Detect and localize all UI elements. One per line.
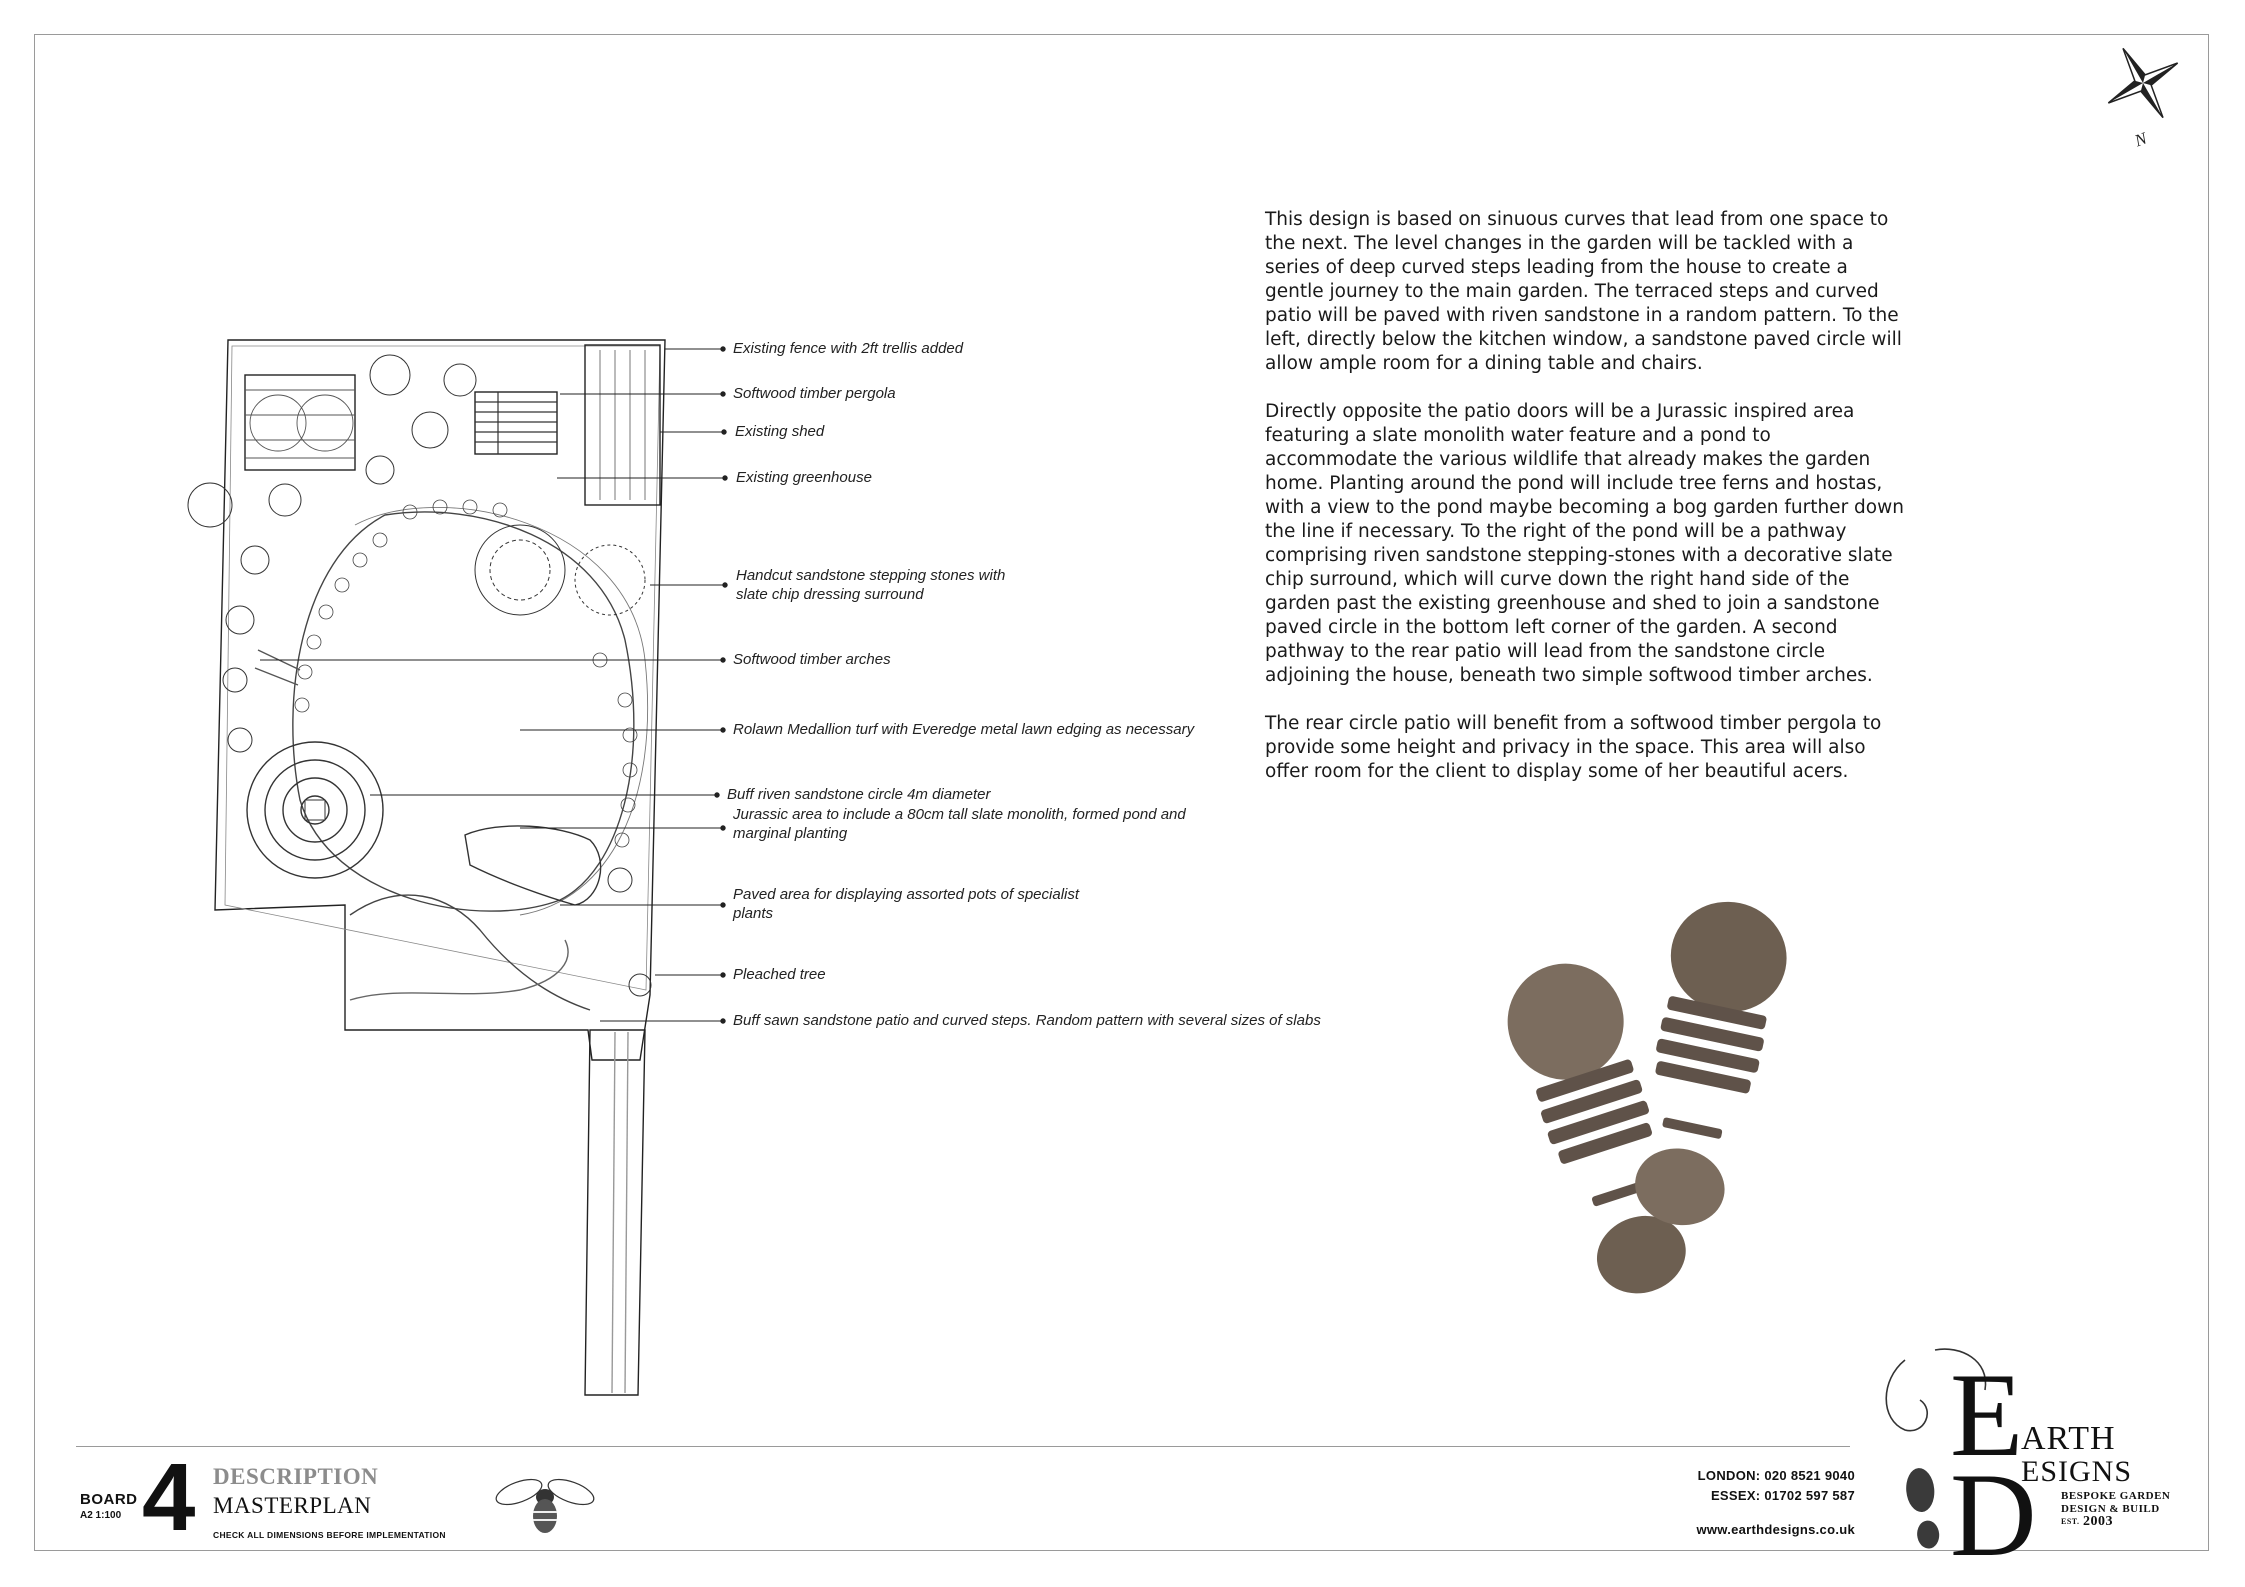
logo-arth: ARTH [2021, 1420, 2116, 1457]
board-number: 4 [142, 1444, 196, 1551]
callout-fence: Existing fence with 2ft trellis added [733, 340, 964, 357]
svg-text:E: E [1950, 1348, 2024, 1481]
logo-year: 2003 [2083, 1514, 2113, 1529]
callout-paved-area: Paved area for displaying assorted pots of specialist [733, 886, 1080, 903]
design-description [1265, 208, 1905, 808]
callout-turf: Rolawn Medallion turf with Everedge metal lawn edging as necessary [733, 721, 1195, 738]
logo-tagline-1: BESPOKE GARDEN [2061, 1490, 2171, 1502]
logo-tagline-2: DESIGN & BUILD [2061, 1503, 2160, 1515]
existing-shed [585, 345, 660, 505]
drawing-title: MASTERPLAN [213, 1493, 372, 1518]
callout-patio: Buff sawn sandstone patio and curved steps. Random pattern with several sizes of slabs [733, 1012, 1321, 1029]
website-link[interactable]: www.earthdesigns.co.uk [1696, 1522, 1855, 1537]
footprints-graphic [1493, 891, 1797, 1309]
callout-jurassic-2: marginal planting [733, 825, 848, 842]
essex-phone: ESSEX: 01702 597 587 [1710, 1488, 1855, 1503]
svg-text:D: D [1950, 1448, 2037, 1581]
callout-arches: Softwood timber arches [733, 651, 891, 668]
earth-designs-logo [1886, 1348, 2036, 1581]
callout-stepping-stones: Handcut sandstone stepping stones with [736, 567, 1006, 584]
footer-divider [76, 1446, 1850, 1447]
callout-shed: Existing shed [735, 423, 825, 440]
callout-paved-area-2: plants [733, 905, 774, 922]
logo-est: EST. [2061, 1517, 2080, 1526]
compass-north-label: N [2132, 128, 2150, 151]
scale-label: A2 1:100 [80, 1510, 122, 1521]
description-paragraph: The rear circle patio will benefit from a softwood timber pergola to provide some height and privacy in the space. This area will also offer room for the client to display some of her beautiful acers. [1265, 713, 1882, 782]
london-phone: LONDON: 020 8521 9040 [1697, 1468, 1855, 1483]
callout-pleached-tree: Pleached tree [733, 966, 826, 983]
description-paragraph: Directly opposite the patio doors will be a Jurassic inspired area featuring a slate monolith water feature and a pond to accommodate the various wildlife that already makes the garden home. Planting around the pond will include tree ferns and hostas, with a view to the pond maybe becoming a bog garden further down the line if necessary. To the right of the pond will be a pathway comprising riven sandstone stepping-stones with a decorative slate chip surround, which will curve down the right hand side of the garden past the existing greenhouse and shed to join a sandstone paved circle in the bottom left corner of the garden. A second pathway to the rear patio will lead from the sandstone circle adjoining the house, beneath two simple softwood timber arches. [1265, 401, 1904, 686]
description-heading: DESCRIPTION [213, 1464, 379, 1489]
sandstone-circle [247, 742, 383, 878]
patio-curves [350, 895, 590, 1010]
timber-pergola [245, 375, 355, 470]
callout-stepping-stones-2: slate chip dressing surround [736, 586, 924, 603]
north-compass [2088, 28, 2197, 137]
logo-esigns: ESIGNS [2021, 1455, 2133, 1488]
callout-jurassic: Jurassic area to include a 80cm tall slate monolith, formed pond and [733, 806, 1186, 823]
callout-sandstone-circle: Buff riven sandstone circle 4m diameter [727, 786, 991, 803]
board-label: BOARD [80, 1491, 138, 1508]
jurassic-area [465, 826, 601, 905]
callout-greenhouse: Existing greenhouse [736, 469, 872, 486]
garden-boundary [215, 340, 665, 1060]
tree-canopy [475, 525, 565, 615]
bee-icon [493, 1474, 597, 1533]
callout-pergola: Softwood timber pergola [733, 385, 896, 402]
check-dimensions-note: CHECK ALL DIMENSIONS BEFORE IMPLEMENTATION [213, 1530, 446, 1540]
existing-greenhouse [475, 392, 557, 454]
description-paragraph: This design is based on sinuous curves that lead from one space to the next. The level changes in the garden will be tackled with a series of deep curved steps leading from the house to create a gentle journey to the main garden. The terraced steps and curved patio will be paved with riven sandstone in a random pattern. To the left, directly below the kitchen window, a sandstone paved circle will allow ample room for a dining table and chairs. [1265, 209, 1902, 374]
